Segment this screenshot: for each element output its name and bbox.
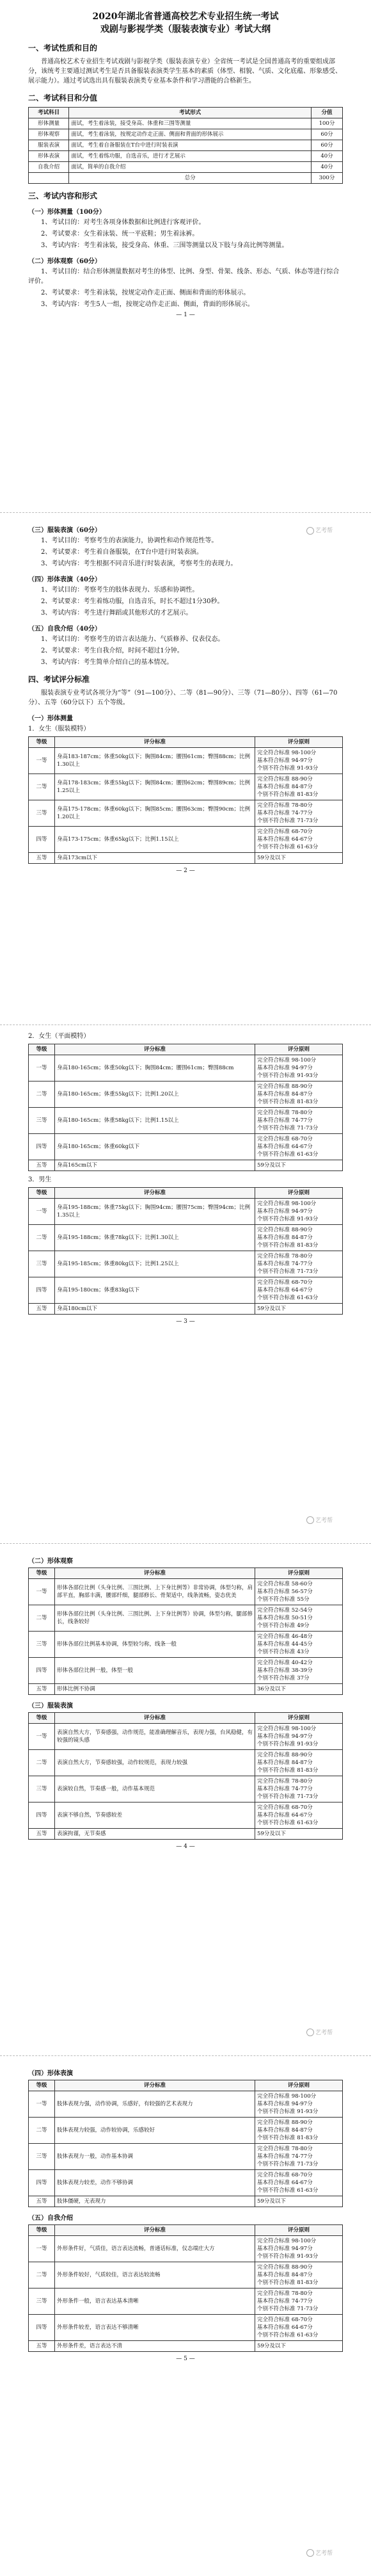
criteria-cell: 形体各部位比例基本协调，体型较匀称，线条一般 — [55, 1632, 255, 1658]
grade-cell: 一等 — [29, 1199, 55, 1225]
criteria-cell: 身高195-188cm；体重78kg以下；比例1.30以上 — [55, 1225, 255, 1251]
table-header-row — [29, 1713, 343, 1724]
grade-cell: 五等 — [29, 1829, 55, 1840]
criteria-cell: 身高165cm以下 — [55, 1160, 255, 1171]
column-header: 评分原则 — [255, 737, 343, 748]
list-item: 1、考试目的：考察考生的语言表达能力、气质修养、仪表仪态。 — [41, 636, 225, 643]
grade-cell: 一等 — [29, 1055, 55, 1081]
criteria-cell: 身高180-165cm；体重58kg以下；比例1.15以上 — [55, 1108, 255, 1134]
grade-cell: 二等 — [29, 1225, 55, 1251]
column-header: 评分标准 — [55, 1188, 255, 1199]
table-row — [29, 173, 343, 184]
scoring-cell: 完全符合标准 68-70分 基本符合标准 64-67分 个别不符合标准 61-63分 — [255, 2315, 343, 2341]
table-row — [29, 118, 343, 129]
document-title: 2020年湖北省普通高校艺术专业招生统一考试 戏剧与影视学类（服装表演专业）考试大纲 — [92, 12, 279, 35]
table-row — [29, 2315, 343, 2341]
scoring-cell: 完全符合标准 78-80分 基本符合标准 74-77分 个别不符合标准 71-73分 — [255, 1108, 343, 1134]
list-item: 2、考试要求：女生着泳装、统一平底鞋；男生着泳裤。 — [41, 231, 199, 238]
criteria-cell: 身高195-180cm；体重83kg以下 — [55, 1277, 255, 1304]
scoring-cell: 完全符合标准 98-100分 基本符合标准 94-97分 个别不符合标准 91-93分 — [255, 748, 343, 774]
column-header: 等级 — [29, 2225, 55, 2236]
section-1-text: 普通高校艺术专业招生考试戏剧与影视学类（服装表演专业）全省统一考试是全国普通高考的重要组成部分，该统考主要通过测试考生是否具备服装表演类学生基本的素质（体型、相貌、气质、文化底蕴、形象感受、展示能力）。通过考试选出具有服装表演类专业基本条件和学习潜能的合格新生。 — [28, 58, 342, 85]
criteria-cell: 身高180-165cm；体重50kg以下；胸围84cm；腰围61cm；臀围88cm — [55, 1055, 255, 1081]
column-header: 考试形式 — [69, 108, 312, 118]
table-row — [29, 2288, 343, 2315]
table-cell: 总分 — [69, 173, 312, 184]
column-header: 评分原则 — [255, 1713, 343, 1724]
criteria-cell: 外形条件较好，气质较佳，语言表达较流畅 — [55, 2262, 255, 2288]
subsection-title: （四）形体表演 — [28, 2070, 73, 2077]
scoring-cell: 完全符合标准 68-70分 基本符合标准 64-67分 个别不符合标准 61-63分 — [255, 827, 343, 853]
column-header: 等级 — [29, 737, 55, 748]
subsection-title: （五）自我介绍（40分） — [28, 626, 101, 633]
criteria-cell: 身高180-165cm；体重55kg以下；比例1.20以上 — [55, 1081, 255, 1108]
criteria-cell: 身高180cm以下 — [55, 1304, 255, 1315]
criteria-cell: 表演拘谨，无节奏感 — [55, 1829, 255, 1840]
scoring-cell: 完全符合标准 46-48分 基本符合标准 44-45分 个别不符合标准 43分 — [255, 1632, 343, 1658]
table-header-row — [29, 1568, 343, 1579]
grade-cell: 四等 — [29, 2170, 55, 2196]
table-row — [29, 2118, 343, 2144]
page-5 — [0, 2055, 371, 2576]
scoring-cell: 59分及以下 — [255, 1829, 343, 1840]
table-caption: 2．女生（平面模特） — [28, 1033, 90, 1040]
criteria-cell: 外形条件好，气质佳，语言表达流畅，普通话标准，仪态端庄大方 — [55, 2236, 255, 2262]
table-row — [29, 129, 343, 140]
column-header: 等级 — [29, 2080, 55, 2091]
scoring-cell: 完全符合标准 98-100分 基本符合标准 94-97分 个别不符合标准 91-93分 — [255, 2091, 343, 2118]
grade-cell: 二等 — [29, 2262, 55, 2288]
table-row — [29, 853, 343, 864]
scoring-cell: 完全符合标准 68-70分 基本符合标准 64-67分 个别不符合标准 61-63分 — [255, 1802, 343, 1829]
grade-cell: 五等 — [29, 1684, 55, 1695]
grade-cell: 五等 — [29, 1160, 55, 1171]
table-cell: 40分 — [311, 162, 342, 173]
grade-cell: 二等 — [29, 774, 55, 800]
table-row — [29, 1055, 343, 1081]
table-row — [29, 2262, 343, 2288]
grade-cell: 二等 — [29, 1605, 55, 1632]
list-item: 2、考试要求：考生着泳装，按规定动作走正面、侧面和背面的形体展示。 — [41, 289, 250, 296]
scoring-cell: 完全符合标准 88-90分 基本符合标准 84-87分 个别不符合标准 81-83分 — [255, 1081, 343, 1108]
shape-observation-table — [28, 1567, 343, 1695]
table-cell: 面试，考生着泳装，接受身高、体重和三围等测量 — [69, 118, 312, 129]
table-cell: 自我介绍 — [29, 162, 69, 173]
scoring-cell: 完全符合标准 88-90分 基本符合标准 84-87分 个别不符合标准 81-83分 — [255, 774, 343, 800]
subsection-title: （一）形体测量（100分） — [28, 209, 106, 216]
list-item: 1、考试目的：考察考生的肢体表现力、乐感和协调性。 — [41, 587, 199, 594]
table-row — [29, 1160, 343, 1171]
scoring-cell: 完全符合标准 88-90分 基本符合标准 84-87分 个别不符合标准 81-83分 — [255, 2262, 343, 2288]
table-row — [29, 774, 343, 800]
table-cell: 服装表演 — [29, 140, 69, 151]
scoring-cell: 36分及以下 — [255, 1684, 343, 1695]
scoring-cell: 完全符合标准 88-90分 基本符合标准 84-87分 个别不符合标准 81-83分 — [255, 2118, 343, 2144]
criteria-cell: 表演不够自然，节奏感较差 — [55, 1802, 255, 1829]
table-cell — [29, 173, 69, 184]
section-heading-2: 二、考试科目和分值 — [28, 93, 98, 102]
criteria-cell: 形体各部位比例一般，体型一般 — [55, 1658, 255, 1684]
list-item: 3、考试内容：考生进行舞蹈或其他形式的才艺展示。 — [41, 610, 193, 617]
grade-cell: 五等 — [29, 853, 55, 864]
table-row — [29, 2091, 343, 2118]
criteria-cell: 身高173cm以下 — [55, 853, 255, 864]
table-cell: 40分 — [311, 151, 342, 162]
grade-cell: 三等 — [29, 2144, 55, 2170]
table-row — [29, 1225, 343, 1251]
column-header: 评分标准 — [55, 1713, 255, 1724]
page-2 — [0, 512, 371, 1025]
table-cell: 形体测量 — [29, 118, 69, 129]
subsection-title: （二）形体观察（60分） — [28, 258, 101, 265]
column-header: 评分原则 — [255, 2225, 343, 2236]
criteria-cell: 形体各部位比例（头身比例、三围比例、上下身比例等）协调，体型匀称，腿部修长，线条较好 — [55, 1605, 255, 1632]
table-caption: 3．男生 — [28, 1176, 52, 1183]
table-row — [29, 2341, 343, 2352]
criteria-cell: 形体比例不协调 — [55, 1684, 255, 1695]
grade-cell: 一等 — [29, 1579, 55, 1605]
table-cell: 60分 — [311, 140, 342, 151]
column-header: 评分标准 — [55, 737, 255, 748]
column-header: 评分标准 — [55, 1568, 255, 1579]
table-row — [29, 827, 343, 853]
column-header: 评分标准 — [55, 2225, 255, 2236]
subsection-title: （二）形体观察 — [28, 1558, 73, 1565]
grade-cell: 三等 — [29, 800, 55, 827]
section-heading-1: 一、考试性质和目的 — [28, 44, 98, 53]
female-show-model-table — [28, 736, 343, 864]
grade-cell: 二等 — [29, 1081, 55, 1108]
table-row — [29, 1199, 343, 1225]
table-row — [29, 748, 343, 774]
grade-cell: 三等 — [29, 1108, 55, 1134]
list-item: 3、考试内容：考生根据不同音乐进行时装表演，考察考生的表现力。 — [41, 560, 237, 567]
scoring-cell: 59分及以下 — [255, 1160, 343, 1171]
table-row — [29, 1277, 343, 1304]
grade-cell: 三等 — [29, 1632, 55, 1658]
table-row — [29, 2170, 343, 2196]
scoring-cell: 完全符合标准 78-80分 基本符合标准 74-77分 个别不符合标准 71-73分 — [255, 1776, 343, 1802]
watermark: 艺考帮 — [306, 526, 333, 535]
criteria-cell: 肢体表现力一般，动作基本协调 — [55, 2144, 255, 2170]
table-row — [29, 1658, 343, 1684]
page-4 — [0, 1543, 371, 2055]
table-cell: 形体表演 — [29, 151, 69, 162]
table-row — [29, 2144, 343, 2170]
criteria-cell: 肢体僵硬，无表现力 — [55, 2196, 255, 2207]
table-row — [29, 2196, 343, 2207]
criteria-cell: 身高175-178cm；体重60kg以下；胸围85cm；腰围63cm；臀围90cm；比例1.20以上 — [55, 800, 255, 827]
scoring-cell: 完全符合标准 68-70分 基本符合标准 64-67分 个别不符合标准 61-63分 — [255, 1134, 343, 1160]
table-cell: 60分 — [311, 129, 342, 140]
subsection-title: （三）服装表演（60分） — [28, 527, 101, 534]
scoring-cell: 完全符合标准 78-80分 基本符合标准 74-77分 个别不符合标准 71-73分 — [255, 800, 343, 827]
grade-cell: 四等 — [29, 1802, 55, 1829]
list-item: 2、考试要求：考生着自备服装，在T台中进行时装表演。 — [41, 549, 203, 556]
list-item: 3、考试内容：考生5人一组，按规定动作走正面、侧面，背面的形体展示。 — [41, 301, 254, 308]
column-header: 等级 — [29, 1188, 55, 1199]
scoring-cell: 完全符合标准 98-100分 基本符合标准 94-97分 个别不符合标准 91-93分 — [255, 1199, 343, 1225]
table-cell: 100分 — [311, 118, 342, 129]
table-row — [29, 1684, 343, 1695]
subsection-title: （一）形体测量 — [28, 715, 73, 722]
female-print-model-table — [28, 1044, 343, 1171]
wechat-logo-icon — [306, 2029, 314, 2036]
scoring-cell: 完全符合标准 88-90分 基本符合标准 84-87分 个别不符合标准 81-83分 — [255, 1750, 343, 1776]
criteria-cell: 肢体表现力较强，动作较协调，乐感较好 — [55, 2118, 255, 2144]
grade-cell: 二等 — [29, 1750, 55, 1776]
criteria-cell: 外形条件较差，语言表达不够清晰 — [55, 2315, 255, 2341]
criteria-cell: 表演较自然，节奏感一般，动作基本规范 — [55, 1776, 255, 1802]
criteria-cell: 身高173-175cm；体重65kg以下；比例1.15以上 — [55, 827, 255, 853]
watermark: 艺考帮 — [306, 2028, 333, 2037]
table-row — [29, 1579, 343, 1605]
section-heading-3: 三、考试内容和形式 — [28, 191, 98, 200]
scoring-cell: 完全符合标准 68-70分 基本符合标准 64-67分 个别不符合标准 61-63分 — [255, 2170, 343, 2196]
grade-cell: 三等 — [29, 1251, 55, 1277]
criteria-cell: 身高195-188cm；体重75kg以下；胸围94cm；腰围75cm；臀围94cm；比例1.35以上 — [55, 1199, 255, 1225]
subsection-title: （四）形体表演（40分） — [28, 576, 101, 583]
table-row — [29, 140, 343, 151]
column-header: 评分原则 — [255, 2080, 343, 2091]
column-header: 等级 — [29, 1568, 55, 1579]
table-caption: 1．女生（服装模特） — [28, 725, 90, 733]
criteria-cell: 肢体表现力较差，动作不够协调 — [55, 2170, 255, 2196]
grade-cell: 五等 — [29, 1304, 55, 1315]
wechat-logo-icon — [306, 527, 314, 535]
table-cell: 300分 — [311, 173, 342, 184]
scoring-cell: 完全符合标准 98-100分 基本符合标准 94-97分 个别不符合标准 91-93分 — [255, 2236, 343, 2262]
table-header-row — [29, 737, 343, 748]
self-intro-table — [28, 2224, 343, 2352]
subsection-title: （五）自我介绍 — [28, 2215, 73, 2222]
scoring-cell: 完全符合标准 78-80分 基本符合标准 74-77分 个别不符合标准 71-73分 — [255, 2288, 343, 2315]
grade-cell: 三等 — [29, 2288, 55, 2315]
grade-cell: 四等 — [29, 1277, 55, 1304]
list-item: 2、考试要求：考生自我介绍，时间不超过1分钟。 — [41, 647, 184, 654]
column-header: 评分标准 — [55, 2080, 255, 2091]
scoring-cell: 59分及以下 — [255, 2196, 343, 2207]
wechat-logo-icon — [306, 1516, 314, 1524]
table-cell: 面试，简单的自我介绍 — [69, 162, 312, 173]
catwalk-table — [28, 1712, 343, 1840]
grade-cell: 四等 — [29, 2315, 55, 2341]
criteria-cell: 肢体表现力强，动作协调，乐感好，有较强的艺术表现力 — [55, 2091, 255, 2118]
table-row — [29, 1776, 343, 1802]
column-header: 评分原则 — [255, 1568, 343, 1579]
wechat-logo-icon — [306, 2549, 314, 2557]
grade-cell: 一等 — [29, 2236, 55, 2262]
table-cell: 面试，考生着练功服，自选音乐，进行才艺展示 — [69, 151, 312, 162]
scoring-cell: 完全符合标准 98-100分 基本符合标准 94-97分 个别不符合标准 91-93分 — [255, 1055, 343, 1081]
table-row — [29, 2236, 343, 2262]
table-header-row — [29, 2225, 343, 2236]
table-cell: 面试，考生着泳装，按规定动作走正面、侧面和背面的形体展示 — [69, 129, 312, 140]
column-header: 评分原则 — [255, 1044, 343, 1055]
column-header: 等级 — [29, 1713, 55, 1724]
table-row — [29, 1605, 343, 1632]
list-item: 1、考试目的：结合形体测量数据对考生的体型、比例、身型、骨架、线条、形态、气质、体态等进行综合评价。 — [28, 268, 340, 285]
table-row — [29, 800, 343, 827]
scoring-cell: 59分及以下 — [255, 853, 343, 864]
section-heading-4: 四、考试评分标准 — [28, 675, 90, 684]
column-header: 评分标准 — [55, 1044, 255, 1055]
table-header-row — [29, 2080, 343, 2091]
list-item: 1、考试目的：考察考生的表演能力，协调性和动作规范性等。 — [41, 537, 218, 544]
column-header: 等级 — [29, 1044, 55, 1055]
table-row — [29, 1251, 343, 1277]
scoring-cell: 完全符合标准 78-80分 基本符合标准 74-77分 个别不符合标准 71-73分 — [255, 1251, 343, 1277]
column-header: 分值 — [311, 108, 342, 118]
grade-cell: 一等 — [29, 2091, 55, 2118]
grade-cell: 二等 — [29, 2118, 55, 2144]
page-1 — [0, 0, 371, 512]
criteria-cell: 外形条件差，语言表达不清 — [55, 2341, 255, 2352]
grade-cell: 一等 — [29, 748, 55, 774]
watermark: 艺考帮 — [306, 1516, 333, 1525]
table-header-row — [29, 1188, 343, 1199]
table-row — [29, 1802, 343, 1829]
table-row — [29, 1750, 343, 1776]
criteria-cell: 外形条件一般，语言表达基本清晰 — [55, 2288, 255, 2315]
page-3 — [0, 1025, 371, 1543]
table-header-row — [29, 108, 343, 118]
table-row — [29, 1829, 343, 1840]
page-number: — 5 — — [176, 2356, 195, 2362]
subsection-title: （三）服装表演 — [28, 1703, 73, 1710]
criteria-cell: 表演自然大方，节奏感较强，动作较规范，表现力较强 — [55, 1750, 255, 1776]
column-header: 评分原则 — [255, 1188, 343, 1199]
table-row — [29, 151, 343, 162]
grade-cell: 一等 — [29, 1724, 55, 1750]
grade-cell: 四等 — [29, 1134, 55, 1160]
grade-cell: 五等 — [29, 2196, 55, 2207]
scoring-cell: 完全符合标准 78-80分 基本符合标准 74-77分 个别不符合标准 71-73分 — [255, 2144, 343, 2170]
list-item: 3、考试内容：考生着泳装，接受身高、体重、三围等测量以及下肢与身高比例等测量。 — [41, 242, 288, 249]
list-item: 3、考试内容：考生简单介绍自己的基本情况。 — [41, 659, 173, 666]
scoring-cell: 59分及以下 — [255, 1304, 343, 1315]
table-row — [29, 1724, 343, 1750]
scoring-cell: 完全符合标准 68-70分 基本符合标准 64-67分 个别不符合标准 61-63分 — [255, 1277, 343, 1304]
criteria-cell: 表演自然大方，节奏感强，动作规范，能准确理解音乐，表现力强，台风稳健，有较强的镜头感 — [55, 1724, 255, 1750]
body-performance-table — [28, 2080, 343, 2207]
table-cell: 形体观察 — [29, 129, 69, 140]
table-row — [29, 162, 343, 173]
grade-cell: 四等 — [29, 1658, 55, 1684]
male-model-table — [28, 1187, 343, 1315]
table-row — [29, 1108, 343, 1134]
table-row — [29, 1081, 343, 1108]
scoring-cell: 完全符合标准 88-90分 基本符合标准 84-87分 个别不符合标准 81-83分 — [255, 1225, 343, 1251]
table-row — [29, 1134, 343, 1160]
page-number: — 1 — — [176, 312, 195, 318]
list-item: 2、考试要求：考生着练功服，自选音乐，时长不超过1分30秒。 — [41, 598, 224, 605]
table-row — [29, 1304, 343, 1315]
table-row — [29, 1632, 343, 1658]
column-header: 考试科目 — [29, 108, 69, 118]
grade-cell: 四等 — [29, 827, 55, 853]
page-number: — 4 — — [176, 1843, 195, 1850]
criteria-cell: 身高183-187cm；体重50kg以下；胸围84cm；腰围61cm；臀围88cm；比例1.30以上 — [55, 748, 255, 774]
page-number: — 3 — — [176, 1318, 195, 1325]
list-item: 1、考试目的：对考生各项身体数据和比例进行客观评价。 — [41, 219, 205, 226]
criteria-cell: 身高195-185cm；体重80kg以下；比例1.25以上 — [55, 1251, 255, 1277]
grade-cell: 三等 — [29, 1776, 55, 1802]
criteria-cell: 形体各部位比例（头身比例、三围比例、上下身比例等）非常协调，体型匀称，肩部平直，胸部丰满，腰部纤细，腿部修长、骨架适中，线条流畅，姿态优美 — [55, 1579, 255, 1605]
scoring-cell: 完全符合标准 52-54分 基本符合标准 50-51分 个别不符合标准 49分 — [255, 1605, 343, 1632]
scoring-cell: 完全符合标准 58-60分 基本符合标准 56-57分 个别不符合标准 55分 — [255, 1579, 343, 1605]
table-cell: 面试，考生着自备服装在T台中进行时装表演 — [69, 140, 312, 151]
scoring-cell: 59分及以下 — [255, 2341, 343, 2352]
grade-cell: 五等 — [29, 2341, 55, 2352]
watermark: 艺考帮 — [306, 2548, 333, 2557]
criteria-cell: 身高178-183cm；体重55kg以下；胸围84cm；腰围62cm；臀围89cm；比例1.25以上 — [55, 774, 255, 800]
criteria-cell: 身高180-165cm；体重60kg以下 — [55, 1134, 255, 1160]
page-number: — 2 — — [176, 868, 195, 874]
scoring-cell: 完全符合标准 98-100分 基本符合标准 94-97分 个别不符合标准 91-93分 — [255, 1724, 343, 1750]
table-header-row — [29, 1044, 343, 1055]
scoring-cell: 完全符合标准 40-42分 基本符合标准 38-39分 个别不符合标准 37分 — [255, 1658, 343, 1684]
subjects-table — [28, 107, 343, 184]
section-4-intro: 服装表演专业考试各项分为“等”（91—100分）、二等（81—90分）、三等（71—80分）、四等（61—70分）、五等（60分以下）五个等级。 — [28, 690, 338, 706]
